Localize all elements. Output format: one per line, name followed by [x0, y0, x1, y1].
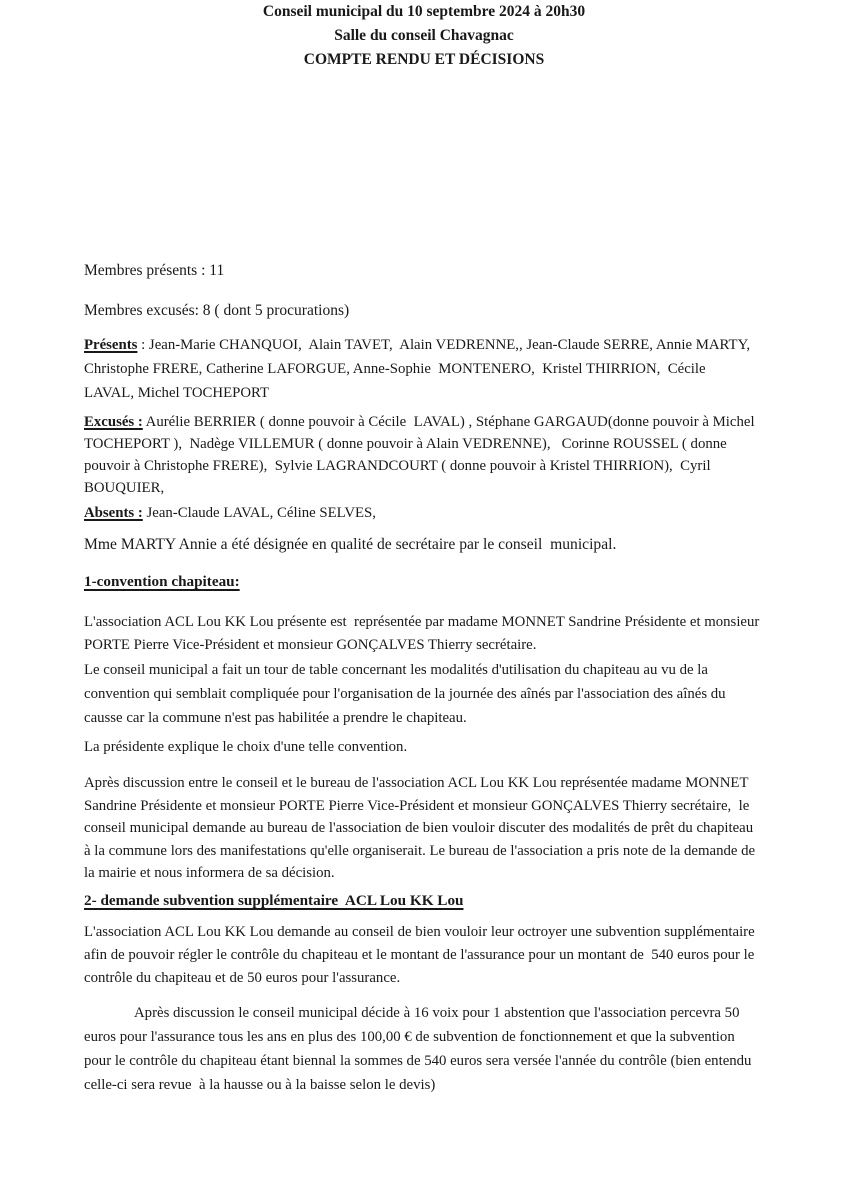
presents-label: Présents: [84, 337, 138, 353]
members-present-count: Membres présents : 11: [84, 262, 225, 279]
excused-list: Aurélie BERRIER ( donne pouvoir à Cécile LAVAL) , Stéphane GARGAUD(donne pouvoir à Michel TOCHEPORT ), Nadège VILLEMUR ( donne pouvoir à Alain VEDRENNE), Corinne ROUSSEL ( donne pouvoir à Christophe FRERE), Sylvie LAGRANDCOURT ( donne pouvoir à Kristel THIRRION), Cyril BOUQUIER,: [84, 414, 758, 496]
section-1-paragraph-2: Le conseil municipal a fait un tour de table concernant les modalités d'utilisation du chapiteau au vu de la convention qui semblait compliquée pour l'organisation de la journée des aînés par l'association des aînés du causse car la commune n'est pas habilitée a prendre le chapiteau.: [84, 662, 730, 726]
section-1-paragraph-4: Après discussion entre le conseil et le bureau de l'association ACL Lou KK Lou représentée madame MONNET Sandrine Présidente et monsieur PORTE Pierre Vice-Président et monsieur GONÇALVES Thierry secrétaire, le conseil municipal demande au bureau de l'association de bien vouloir discuter des modalités de prêt du chapiteau à la commune lors des manifestations qu'elle organiserait. Le bureau de l'association a pris note de la demande de la mairie et nous informera de sa décision.: [84, 775, 759, 881]
excused-paragraph: [84, 411, 760, 499]
section-1-paragraph-3: La présidente explique le choix d'une telle convention.: [84, 739, 408, 755]
section-1-heading: 1-convention chapiteau:: [84, 573, 240, 590]
absents-label: Absents :: [84, 505, 143, 521]
section-2-heading: 2- demande subvention supplémentaire ACL Lou KK Lou: [84, 892, 464, 909]
absents-list: Jean-Claude LAVAL, Céline SELVES,: [142, 505, 376, 521]
section-2-paragraph-1: L'association ACL Lou KK Lou demande au conseil de bien vouloir leur octroyer une subvention supplémentaire afin de pouvoir régler le contrôle du chapiteau et le montant de l'assurance pour un montant de 540 euros pour le contrôle du chapiteau et de 50 euros pour l'assurance.: [84, 924, 759, 986]
doc-title-location: Salle du conseil Chavagnac: [334, 27, 514, 44]
presents-paragraph: [84, 333, 760, 405]
absents-paragraph: [84, 501, 760, 525]
excused-label: Excusés :: [84, 414, 143, 430]
members-excused-count: Membres excusés: 8 ( dont 5 procurations): [84, 302, 350, 319]
doc-title-type: COMPTE RENDU ET DÉCISIONS: [303, 51, 545, 68]
secretary-note: Mme MARTY Annie a été désignée en qualité de secrétaire par le conseil municipal.: [84, 536, 617, 553]
doc-title-date: Conseil municipal du 10 septembre 2024 à 20h30: [262, 3, 586, 20]
section-2-paragraph-2: Après discussion le conseil municipal décide à 16 voix pour 1 abstention que l'association percevra 50 euros pour l'assurance tous les ans en plus des 100,00 € de subvention de fonctionnement et que la subvention pour le contrôle du chapiteau étant biennal la sommes de 540 euros sera versée l'année du contrôle (bien entendu celle-ci sera revue à la hausse ou à la baisse selon le devis): [84, 1005, 756, 1093]
presents-list: : Jean-Marie CHANQUOI, Alain TAVET, Alain VEDRENNE,, Jean-Claude SERRE, Annie MARTY, Christophe FRERE, Catherine LAFORGUE, Anne-Sophie MONTENERO, Kristel THIRRION, Cécile LAVAL, Michel TOCHEPORT: [84, 337, 754, 401]
section-1-paragraph-1: L'association ACL Lou KK Lou présente est représentée par madame MONNET Sandrine Présidente et monsieur PORTE Pierre Vice-Président et monsieur GONÇALVES Thierry secrétaire.: [84, 614, 764, 653]
